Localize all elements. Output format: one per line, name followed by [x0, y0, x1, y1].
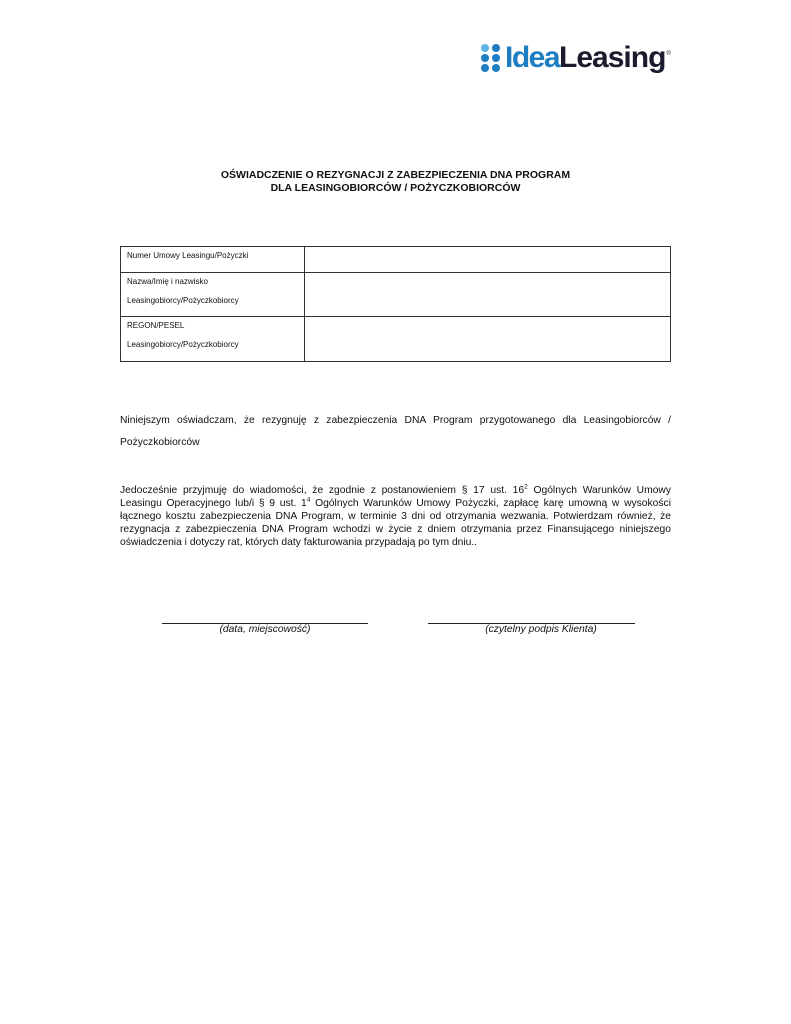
- field-label-sub: Leasingobiorcy/Pożyczkobiorcy: [127, 340, 239, 349]
- table-label-cell: [121, 317, 305, 362]
- paragraph-text: Ogólnych Warunków Umowy Leasingu Operacyjnego lub/i § 9 ust. 1: [120, 485, 672, 509]
- registered-mark: ®: [666, 51, 671, 57]
- table-label-cell: [121, 273, 305, 317]
- footnote-marker: 2: [524, 483, 528, 491]
- client-data-table: [120, 246, 671, 362]
- table-row-regon-pesel: [121, 317, 671, 362]
- penalty-acknowledgement: [120, 484, 671, 549]
- footnote-marker: 4: [306, 496, 311, 504]
- field-label: Nazwa/Imię i nazwisko: [127, 277, 208, 286]
- field-label-sub: Leasingobiorcy/Pożyczkobiorcy: [127, 296, 239, 305]
- regon-pesel-field[interactable]: [305, 317, 671, 362]
- field-label: Numer Umowy Leasingu/Pożyczki: [127, 251, 249, 260]
- resignation-statement: Niniejszym oświadczam, że rezygnuję z zabezpieczenia DNA Program przygotowanego dla Leasingobiorców / Pożyczkobiorców: [120, 415, 671, 448]
- contract-number-field[interactable]: [305, 247, 671, 273]
- logo-text-leasing: Leasing: [559, 41, 666, 74]
- table-row-contract-number: [121, 247, 671, 273]
- table-row-name: [121, 273, 671, 317]
- paragraph-text: Jedocześnie przyjmuję do wiadomości, że zgodnie z postanowieniem § 17 ust. 16: [120, 485, 525, 496]
- name-field[interactable]: [305, 273, 671, 317]
- paragraph-text: Ogólnych Warunków Umowy Pożyczki, zapłacę karę umowną w wysokości łącznego kosztu zabezpieczenia DNA Program, w terminie 3 dni od otrzymania wezwania. Potwierdzam również, że rezygnacja z zabezpieczenia DNA Program wchodzi w życie z dniem otrzymania przez Finansującego niniejszego oświadczenia i dotyczy rat, których daty fakturowania przypadają po tym dniu..: [120, 498, 671, 548]
- date-place-label: (data, miejscowość): [219, 624, 311, 635]
- document-title-line2: DLA LEASINGOBIORCÓW / POŻYCZKOBIORCÓW: [270, 182, 521, 194]
- field-label: REGON/PESEL: [127, 321, 185, 330]
- idea-leasing-logo: [481, 38, 671, 78]
- client-signature-label: (czytelny podpis Klienta): [485, 624, 597, 635]
- table-label-cell: [121, 247, 305, 273]
- logo-dots-icon: [481, 44, 500, 72]
- document-title-line1: OŚWIADCZENIE O REZYGNACJI Z ZABEZPIECZENIA DNA PROGRAM: [220, 169, 571, 181]
- logo-text-idea: Idea: [505, 41, 560, 74]
